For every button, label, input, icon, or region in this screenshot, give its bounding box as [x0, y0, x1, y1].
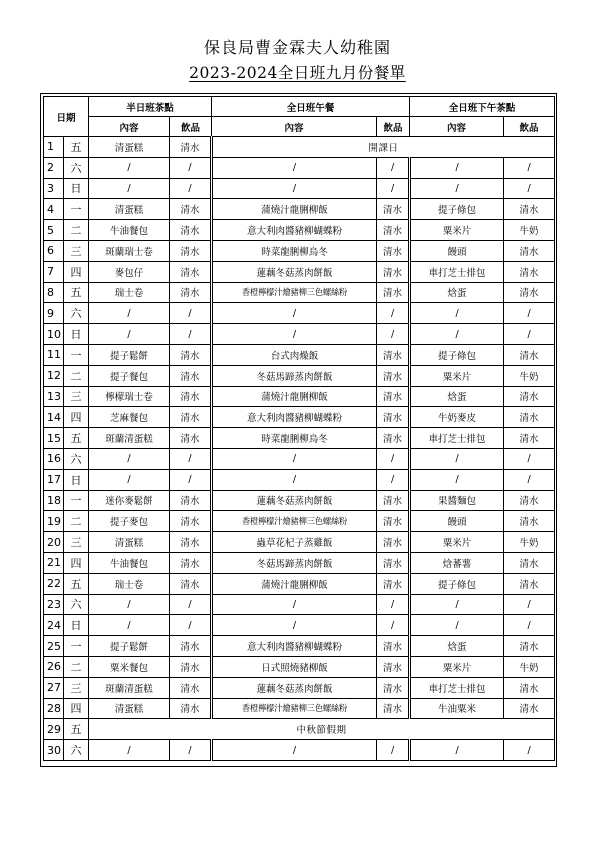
lunch-drink: / — [377, 178, 410, 199]
afternoon-snack: 果醬麵包 — [410, 490, 504, 511]
afternoon-drink: / — [504, 324, 555, 345]
weekday: 二 — [64, 220, 89, 241]
afternoon-drink: 清水 — [504, 552, 555, 573]
half-day-drink: 清水 — [170, 552, 212, 573]
table-row — [44, 740, 555, 761]
half-day-drink: 清水 — [170, 199, 212, 220]
table-row — [44, 698, 555, 719]
day-number: 14 — [44, 407, 64, 428]
day-number: 12 — [44, 365, 64, 386]
table-row — [44, 407, 555, 428]
afternoon-drink: 牛奶 — [504, 656, 555, 677]
weekday: 一 — [64, 344, 89, 365]
day-number: 3 — [44, 178, 64, 199]
lunch-drink: 清水 — [377, 636, 410, 657]
half-day-snack: 斑蘭瑞士卷 — [89, 240, 170, 261]
afternoon-snack: 粟米片 — [410, 532, 504, 553]
half-day-snack: 麥包仔 — [89, 261, 170, 282]
afternoon-drink: 清水 — [504, 698, 555, 719]
half-day-drink: 清水 — [170, 677, 212, 698]
afternoon-snack-header: 全日班下午茶點 — [410, 97, 555, 117]
lunch-item: 蓮藕冬菇蒸肉餅飯 — [212, 677, 377, 698]
afternoon-drink: 清水 — [504, 344, 555, 365]
afternoon-drink: 清水 — [504, 490, 555, 511]
weekday: 二 — [64, 656, 89, 677]
table-row — [44, 469, 555, 490]
weekday: 五 — [64, 137, 89, 158]
weekday: 日 — [64, 324, 89, 345]
half-day-drink: / — [170, 740, 212, 761]
afternoon-drink: / — [504, 157, 555, 178]
half-day-drink: / — [170, 615, 212, 636]
half-day-snack: 迷你麥鬆餅 — [89, 490, 170, 511]
table-row — [44, 636, 555, 657]
day-number: 21 — [44, 552, 64, 573]
table-row — [44, 365, 555, 386]
menu-table — [43, 96, 555, 761]
lunch-drink: 清水 — [377, 677, 410, 698]
afternoon-content-header: 內容 — [410, 117, 504, 137]
half-day-drink: 清水 — [170, 261, 212, 282]
half-day-drink: / — [170, 594, 212, 615]
half-day-snack-header: 半日班茶點 — [89, 97, 212, 117]
day-number: 1 — [44, 137, 64, 158]
half-day-snack: 提子餐包 — [89, 365, 170, 386]
table-row — [44, 344, 555, 365]
lunch-item: 蓮藕冬菇蒸肉餅飯 — [212, 261, 377, 282]
lunch-item: 時菜龍脷柳烏冬 — [212, 240, 377, 261]
table-row — [44, 428, 555, 449]
table-row — [44, 178, 555, 199]
lunch-note-cell: 開課日 — [212, 137, 555, 158]
afternoon-drink: / — [504, 303, 555, 324]
weekday: 六 — [64, 303, 89, 324]
half-day-drink: 清水 — [170, 365, 212, 386]
lunch-drink: / — [377, 157, 410, 178]
weekday: 六 — [64, 448, 89, 469]
afternoon-drink: 清水 — [504, 386, 555, 407]
lunch-drink: / — [377, 469, 410, 490]
lunch-item: 蒲燒汁龍脷柳飯 — [212, 199, 377, 220]
lunch-content-header: 內容 — [212, 117, 377, 137]
weekday: 四 — [64, 407, 89, 428]
table-row — [44, 448, 555, 469]
weekday: 四 — [64, 261, 89, 282]
half-day-snack: 清蛋糕 — [89, 137, 170, 158]
half-day-snack: 牛油餐包 — [89, 552, 170, 573]
half-day-drink: 清水 — [170, 490, 212, 511]
lunch-drink: 清水 — [377, 282, 410, 303]
weekday: 五 — [64, 719, 89, 740]
half-day-snack: 清蛋糕 — [89, 698, 170, 719]
table-row — [44, 282, 555, 303]
half-day-snack: / — [89, 303, 170, 324]
lunch-drink: / — [377, 740, 410, 761]
weekday: 一 — [64, 636, 89, 657]
day-number: 22 — [44, 573, 64, 594]
afternoon-snack: / — [410, 303, 504, 324]
menu-title-text: 2023-2024全日班九月份餐單 — [189, 64, 406, 82]
afternoon-snack: / — [410, 324, 504, 345]
afternoon-drink: 清水 — [504, 240, 555, 261]
weekday: 五 — [64, 282, 89, 303]
table-row — [44, 303, 555, 324]
half-day-snack: 提子麥包 — [89, 511, 170, 532]
day-number: 26 — [44, 656, 64, 677]
day-number: 20 — [44, 532, 64, 553]
lunch-drink: 清水 — [377, 490, 410, 511]
afternoon-snack: / — [410, 615, 504, 636]
lunch-drink: 清水 — [377, 344, 410, 365]
half-day-snack: / — [89, 324, 170, 345]
weekday: 二 — [64, 365, 89, 386]
half-day-snack: 瑞士卷 — [89, 573, 170, 594]
table-row — [44, 386, 555, 407]
lunch-item: / — [212, 157, 377, 178]
day-number: 29 — [44, 719, 64, 740]
table-row — [44, 656, 555, 677]
lunch-item: 意大利肉醬豬柳蝴蝶粉 — [212, 220, 377, 241]
table-row — [44, 324, 555, 345]
half-day-drink: 清水 — [170, 407, 212, 428]
afternoon-snack: 粟米片 — [410, 365, 504, 386]
afternoon-drink: 清水 — [504, 636, 555, 657]
day-number: 16 — [44, 448, 64, 469]
weekday: 日 — [64, 178, 89, 199]
table-row — [44, 552, 555, 573]
lunch-item: 台式肉燥飯 — [212, 344, 377, 365]
lunch-drink: 清水 — [377, 428, 410, 449]
weekday: 四 — [64, 698, 89, 719]
table-row — [44, 137, 555, 158]
half-day-snack: 斑蘭清蛋糕 — [89, 428, 170, 449]
lunch-drink: / — [377, 615, 410, 636]
day-number: 11 — [44, 344, 64, 365]
header-row-1 — [44, 97, 555, 117]
afternoon-snack: 車打芝士排包 — [410, 428, 504, 449]
afternoon-snack: 饅頭 — [410, 240, 504, 261]
half-day-snack: / — [89, 615, 170, 636]
table-row — [44, 532, 555, 553]
half-day-snack: / — [89, 157, 170, 178]
lunch-drink: 清水 — [377, 261, 410, 282]
lunch-drink: / — [377, 448, 410, 469]
half-day-drink-header: 飲品 — [170, 117, 212, 137]
weekday: 六 — [64, 157, 89, 178]
lunch-item: 意大利肉醬豬柳蝴蝶粉 — [212, 407, 377, 428]
day-number: 30 — [44, 740, 64, 761]
half-day-snack: 提子鬆餅 — [89, 344, 170, 365]
afternoon-drink: / — [504, 615, 555, 636]
day-number: 2 — [44, 157, 64, 178]
afternoon-drink: 清水 — [504, 573, 555, 594]
day-number: 28 — [44, 698, 64, 719]
half-day-drink: / — [170, 448, 212, 469]
afternoon-snack: / — [410, 157, 504, 178]
lunch-item: / — [212, 594, 377, 615]
afternoon-snack: / — [410, 448, 504, 469]
afternoon-drink: 清水 — [504, 282, 555, 303]
lunch-item: / — [212, 448, 377, 469]
weekday: 六 — [64, 594, 89, 615]
day-number: 24 — [44, 615, 64, 636]
day-number: 5 — [44, 220, 64, 241]
afternoon-snack: / — [410, 594, 504, 615]
weekday: 五 — [64, 428, 89, 449]
afternoon-drink: / — [504, 178, 555, 199]
half-day-snack: 檸檬瑞士卷 — [89, 386, 170, 407]
half-day-drink: / — [170, 303, 212, 324]
lunch-item: 香橙檸檬汁燴豬柳三色螺絲粉 — [212, 698, 377, 719]
lunch-drink: 清水 — [377, 573, 410, 594]
lunch-drink: 清水 — [377, 407, 410, 428]
table-row — [44, 719, 555, 740]
table-row — [44, 157, 555, 178]
afternoon-drink-header: 飲品 — [504, 117, 555, 137]
school-name: 保良局曹金霖夫人幼稚園 — [203, 38, 391, 57]
half-day-content-header: 內容 — [89, 117, 170, 137]
day-number: 23 — [44, 594, 64, 615]
afternoon-snack: / — [410, 740, 504, 761]
afternoon-drink: / — [504, 469, 555, 490]
half-day-drink: 清水 — [170, 220, 212, 241]
day-number: 8 — [44, 282, 64, 303]
table-row — [44, 199, 555, 220]
half-day-drink: 清水 — [170, 428, 212, 449]
afternoon-snack: 牛油粟米 — [410, 698, 504, 719]
lunch-drink: / — [377, 324, 410, 345]
lunch-drink: 清水 — [377, 511, 410, 532]
lunch-item: 蒲燒汁龍脷柳飯 — [212, 573, 377, 594]
day-number: 15 — [44, 428, 64, 449]
lunch-item: / — [212, 615, 377, 636]
lunch-header: 全日班午餐 — [212, 97, 410, 117]
weekday: 日 — [64, 615, 89, 636]
afternoon-snack: 粟米片 — [410, 656, 504, 677]
afternoon-snack: 車打芝士排包 — [410, 677, 504, 698]
afternoon-snack: 提子條包 — [410, 199, 504, 220]
lunch-item: 日式照燒豬柳飯 — [212, 656, 377, 677]
half-day-drink: 清水 — [170, 386, 212, 407]
afternoon-drink: / — [504, 594, 555, 615]
weekday: 六 — [64, 740, 89, 761]
lunch-item: 香橙檸檬汁燴豬柳三色螺絲粉 — [212, 511, 377, 532]
half-day-snack: / — [89, 594, 170, 615]
half-day-drink: 清水 — [170, 698, 212, 719]
afternoon-snack: 焓蕃薯 — [410, 552, 504, 573]
weekday: 三 — [64, 240, 89, 261]
table-row — [44, 594, 555, 615]
half-day-drink: 清水 — [170, 344, 212, 365]
weekday: 日 — [64, 469, 89, 490]
day-number: 18 — [44, 490, 64, 511]
half-day-drink: 清水 — [170, 573, 212, 594]
half-day-drink: 清水 — [170, 532, 212, 553]
afternoon-snack: 提子條包 — [410, 573, 504, 594]
date-header: 日期 — [44, 97, 89, 137]
holiday-cell: 中秋節假期 — [89, 719, 555, 740]
afternoon-snack: 饅頭 — [410, 511, 504, 532]
half-day-drink: / — [170, 178, 212, 199]
lunch-drink: 清水 — [377, 552, 410, 573]
weekday: 三 — [64, 386, 89, 407]
half-day-drink: / — [170, 469, 212, 490]
half-day-drink: 清水 — [170, 511, 212, 532]
afternoon-snack: / — [410, 178, 504, 199]
table-row — [44, 240, 555, 261]
table-row — [44, 615, 555, 636]
afternoon-snack: 提子條包 — [410, 344, 504, 365]
lunch-item: 蓮藕冬菇蒸肉餅飯 — [212, 490, 377, 511]
lunch-item: 蟲草花杞子蒸雞飯 — [212, 532, 377, 553]
menu-title — [0, 61, 595, 83]
half-day-snack: 瑞士卷 — [89, 282, 170, 303]
table-row — [44, 677, 555, 698]
weekday: 三 — [64, 532, 89, 553]
half-day-snack: 清蛋糕 — [89, 199, 170, 220]
afternoon-snack: 車打芝士排包 — [410, 261, 504, 282]
lunch-item: 冬菇馬蹄蒸肉餅飯 — [212, 365, 377, 386]
lunch-drink: 清水 — [377, 656, 410, 677]
weekday: 四 — [64, 552, 89, 573]
day-number: 4 — [44, 199, 64, 220]
day-number: 9 — [44, 303, 64, 324]
half-day-snack: 牛油餐包 — [89, 220, 170, 241]
afternoon-snack: 焓蛋 — [410, 386, 504, 407]
lunch-item: 香橙檸檬汁燴豬柳三色螺絲粉 — [212, 282, 377, 303]
lunch-item: / — [212, 740, 377, 761]
menu-body — [44, 137, 555, 761]
afternoon-snack: / — [410, 469, 504, 490]
lunch-drink: 清水 — [377, 220, 410, 241]
table-row — [44, 220, 555, 241]
table-row — [44, 261, 555, 282]
half-day-drink: 清水 — [170, 636, 212, 657]
lunch-item: / — [212, 303, 377, 324]
lunch-drink: 清水 — [377, 199, 410, 220]
lunch-drink-header: 飲品 — [377, 117, 410, 137]
table-row — [44, 490, 555, 511]
weekday: 二 — [64, 511, 89, 532]
lunch-drink: 清水 — [377, 532, 410, 553]
lunch-item: 冬菇馬蹄蒸肉餅飯 — [212, 552, 377, 573]
afternoon-drink: / — [504, 448, 555, 469]
half-day-snack: 芝麻餐包 — [89, 407, 170, 428]
afternoon-drink: 清水 — [504, 199, 555, 220]
afternoon-drink: / — [504, 740, 555, 761]
lunch-drink: / — [377, 303, 410, 324]
afternoon-drink: 清水 — [504, 428, 555, 449]
afternoon-snack: 焓蛋 — [410, 282, 504, 303]
lunch-drink: 清水 — [377, 698, 410, 719]
header-row-2 — [44, 117, 555, 137]
lunch-item: / — [212, 324, 377, 345]
day-number: 6 — [44, 240, 64, 261]
day-number: 17 — [44, 469, 64, 490]
lunch-item: 蒲燒汁龍脷柳飯 — [212, 386, 377, 407]
afternoon-drink: 清水 — [504, 407, 555, 428]
table-row — [44, 573, 555, 594]
lunch-item: / — [212, 469, 377, 490]
lunch-item: 意大利肉醬豬柳蝴蝶粉 — [212, 636, 377, 657]
lunch-drink: 清水 — [377, 386, 410, 407]
day-number: 27 — [44, 677, 64, 698]
afternoon-snack: 牛奶麥皮 — [410, 407, 504, 428]
half-day-drink: / — [170, 324, 212, 345]
weekday: 五 — [64, 573, 89, 594]
lunch-drink: 清水 — [377, 365, 410, 386]
half-day-snack: / — [89, 448, 170, 469]
half-day-snack: / — [89, 740, 170, 761]
afternoon-drink: 清水 — [504, 261, 555, 282]
afternoon-drink: 牛奶 — [504, 365, 555, 386]
half-day-snack: / — [89, 178, 170, 199]
afternoon-drink: 牛奶 — [504, 532, 555, 553]
lunch-item: / — [212, 178, 377, 199]
weekday: 一 — [64, 199, 89, 220]
lunch-item: 時菜龍脷柳烏冬 — [212, 428, 377, 449]
afternoon-snack: 焓蛋 — [410, 636, 504, 657]
half-day-snack: 斑蘭清蛋糕 — [89, 677, 170, 698]
half-day-snack: 清蛋糕 — [89, 532, 170, 553]
half-day-drink: 清水 — [170, 282, 212, 303]
afternoon-drink: 清水 — [504, 511, 555, 532]
half-day-drink: 清水 — [170, 137, 212, 158]
day-number: 13 — [44, 386, 64, 407]
weekday: 一 — [64, 490, 89, 511]
half-day-snack: 粟米餐包 — [89, 656, 170, 677]
lunch-drink: / — [377, 594, 410, 615]
half-day-snack: 提子鬆餅 — [89, 636, 170, 657]
afternoon-drink: 清水 — [504, 677, 555, 698]
afternoon-snack: 粟米片 — [410, 220, 504, 241]
half-day-drink: / — [170, 157, 212, 178]
lunch-drink: 清水 — [377, 240, 410, 261]
half-day-snack: / — [89, 469, 170, 490]
half-day-drink: 清水 — [170, 656, 212, 677]
day-number: 10 — [44, 324, 64, 345]
afternoon-drink: 牛奶 — [504, 220, 555, 241]
half-day-drink: 清水 — [170, 240, 212, 261]
day-number: 7 — [44, 261, 64, 282]
day-number: 25 — [44, 636, 64, 657]
table-row — [44, 511, 555, 532]
weekday: 三 — [64, 677, 89, 698]
day-number: 19 — [44, 511, 64, 532]
